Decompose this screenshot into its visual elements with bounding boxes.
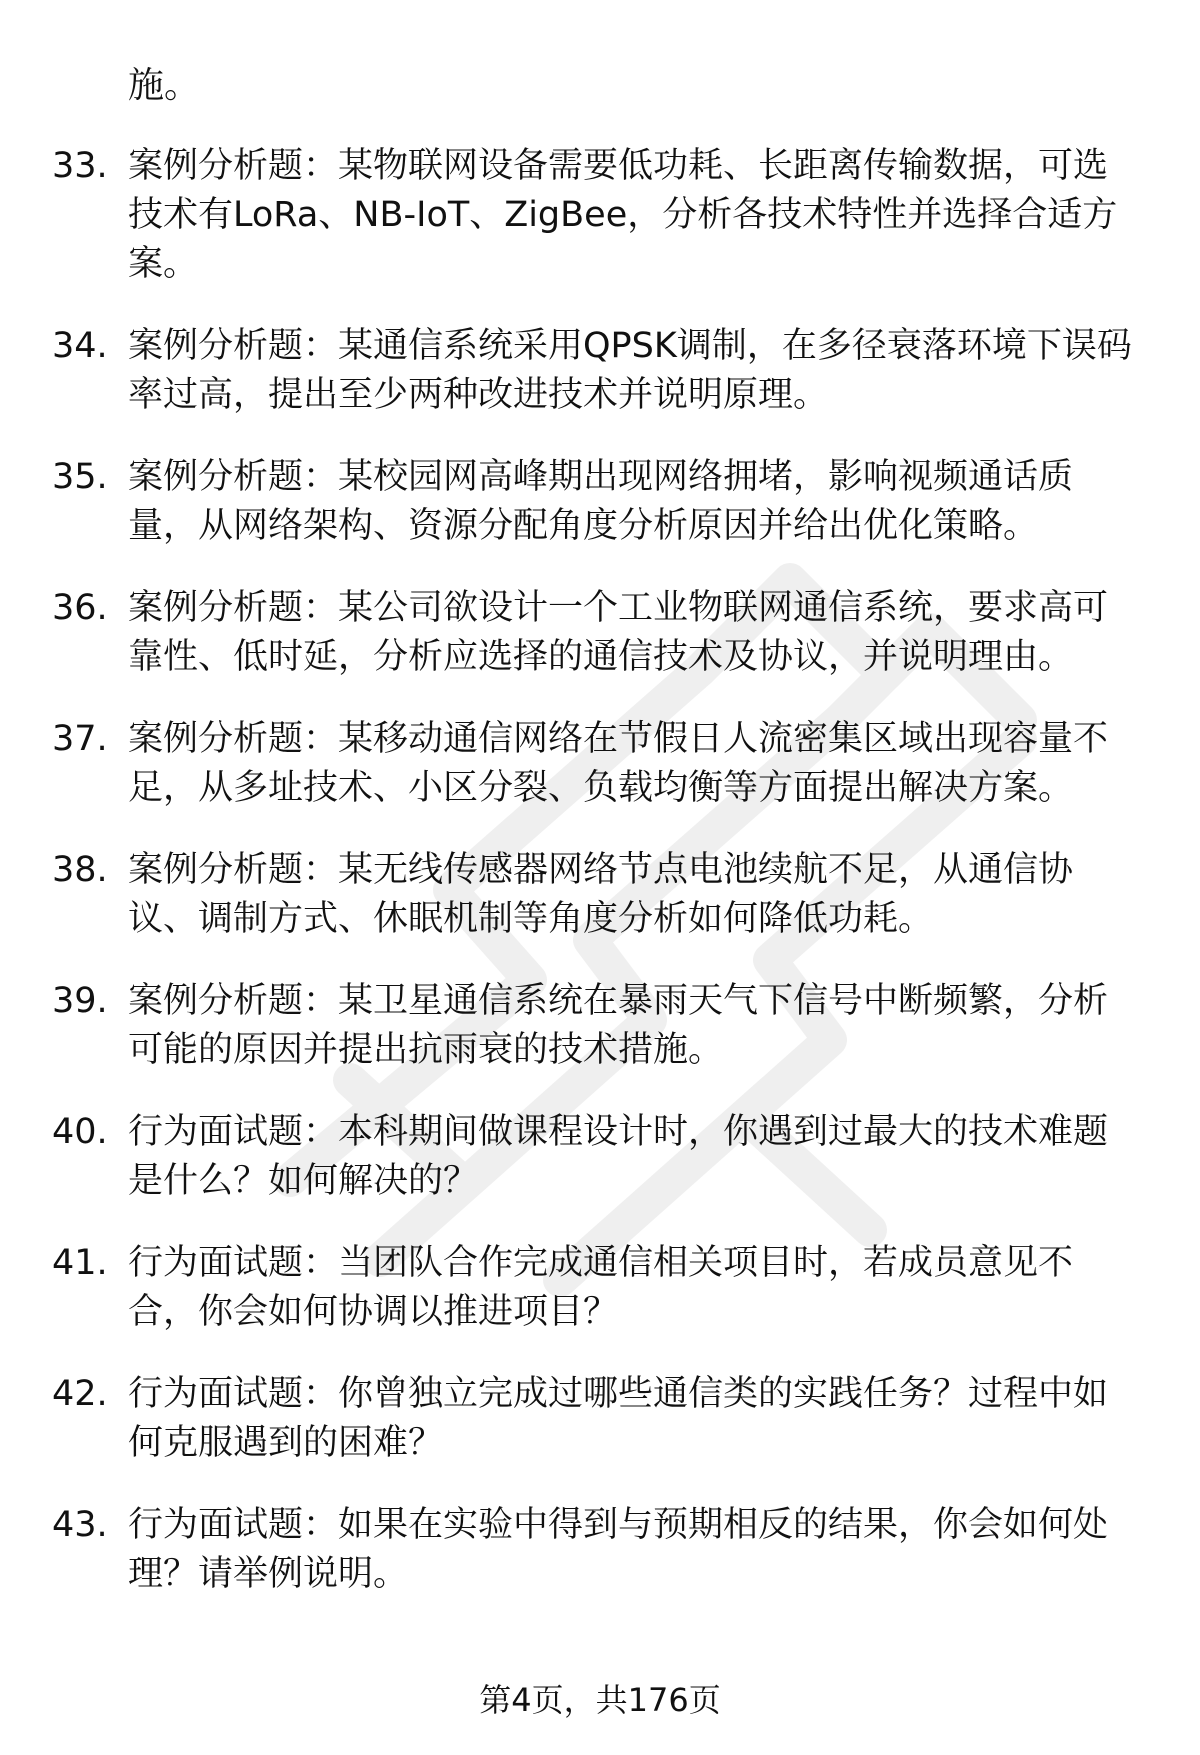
list-item (0, 1239, 1200, 1337)
question-text: 案例分析题：某物联网设备需要低功耗、长距离传输数据，可选技术有LoRa、NB-IoT、ZigBee，分析各技术特性并选择合适方案。 (128, 146, 1118, 284)
question-text: 案例分析题：某无线传感器网络节点电池续航不足，从通信协议、调制方式、休眠机制等角度分析如何降低功耗。 (128, 850, 1074, 939)
question-number: 35. (52, 457, 108, 497)
list-item (0, 142, 1200, 289)
list-item (0, 846, 1200, 944)
list-item (0, 715, 1200, 813)
question-number: 38. (52, 850, 108, 890)
question-text: 行为面试题：当团队合作完成通信相关项目时，若成员意见不合，你会如何协调以推进项目？ (128, 1243, 1074, 1332)
question-text: 案例分析题：某公司欲设计一个工业物联网通信系统，要求高可靠性、低时延，分析应选择的通信技术及协议，并说明理由。 (128, 588, 1109, 677)
question-text: 案例分析题：某卫星通信系统在暴雨天气下信号中断频繁，分析可能的原因并提出抗雨衰的技术措施。 (128, 981, 1109, 1070)
question-number: 41. (52, 1243, 108, 1283)
question-number: 42. (52, 1374, 108, 1414)
question-number: 33. (52, 146, 108, 186)
question-list (0, 142, 1200, 1632)
question-text: 案例分析题：某通信系统采用QPSK调制，在多径衰落环境下误码率过高，提出至少两种改进技术并说明原理。 (128, 326, 1132, 415)
list-item (0, 584, 1200, 682)
question-number: 39. (52, 981, 108, 1021)
question-number: 37. (52, 719, 108, 759)
question-number: 43. (52, 1505, 108, 1545)
question-text: 行为面试题：如果在实验中得到与预期相反的结果，你会如何处理？请举例说明。 (128, 1505, 1109, 1594)
page-number-label: 第4页，共176页 (479, 1681, 721, 1719)
question-number: 36. (52, 588, 108, 628)
list-item (0, 1108, 1200, 1206)
list-item (0, 977, 1200, 1075)
list-item (0, 322, 1200, 420)
question-text: 行为面试题：你曾独立完成过哪些通信类的实践任务？过程中如何克服遇到的困难？ (128, 1374, 1109, 1463)
list-item (0, 1501, 1200, 1599)
continuation-text: 施。 (128, 65, 201, 106)
question-text: 行为面试题：本科期间做课程设计时，你遇到过最大的技术难题是什么？如何解决的？ (128, 1112, 1109, 1201)
page-footer (0, 1678, 1200, 1722)
question-text: 案例分析题：某移动通信网络在节假日人流密集区域出现容量不足，从多址技术、小区分裂、负载均衡等方面提出解决方案。 (128, 719, 1109, 808)
list-item (0, 453, 1200, 551)
list-item (0, 1370, 1200, 1468)
question-number: 40. (52, 1112, 108, 1152)
question-text: 案例分析题：某校园网高峰期出现网络拥堵，影响视频通话质量，从网络架构、资源分配角度分析原因并给出优化策略。 (128, 457, 1074, 546)
question-number: 34. (52, 326, 108, 366)
